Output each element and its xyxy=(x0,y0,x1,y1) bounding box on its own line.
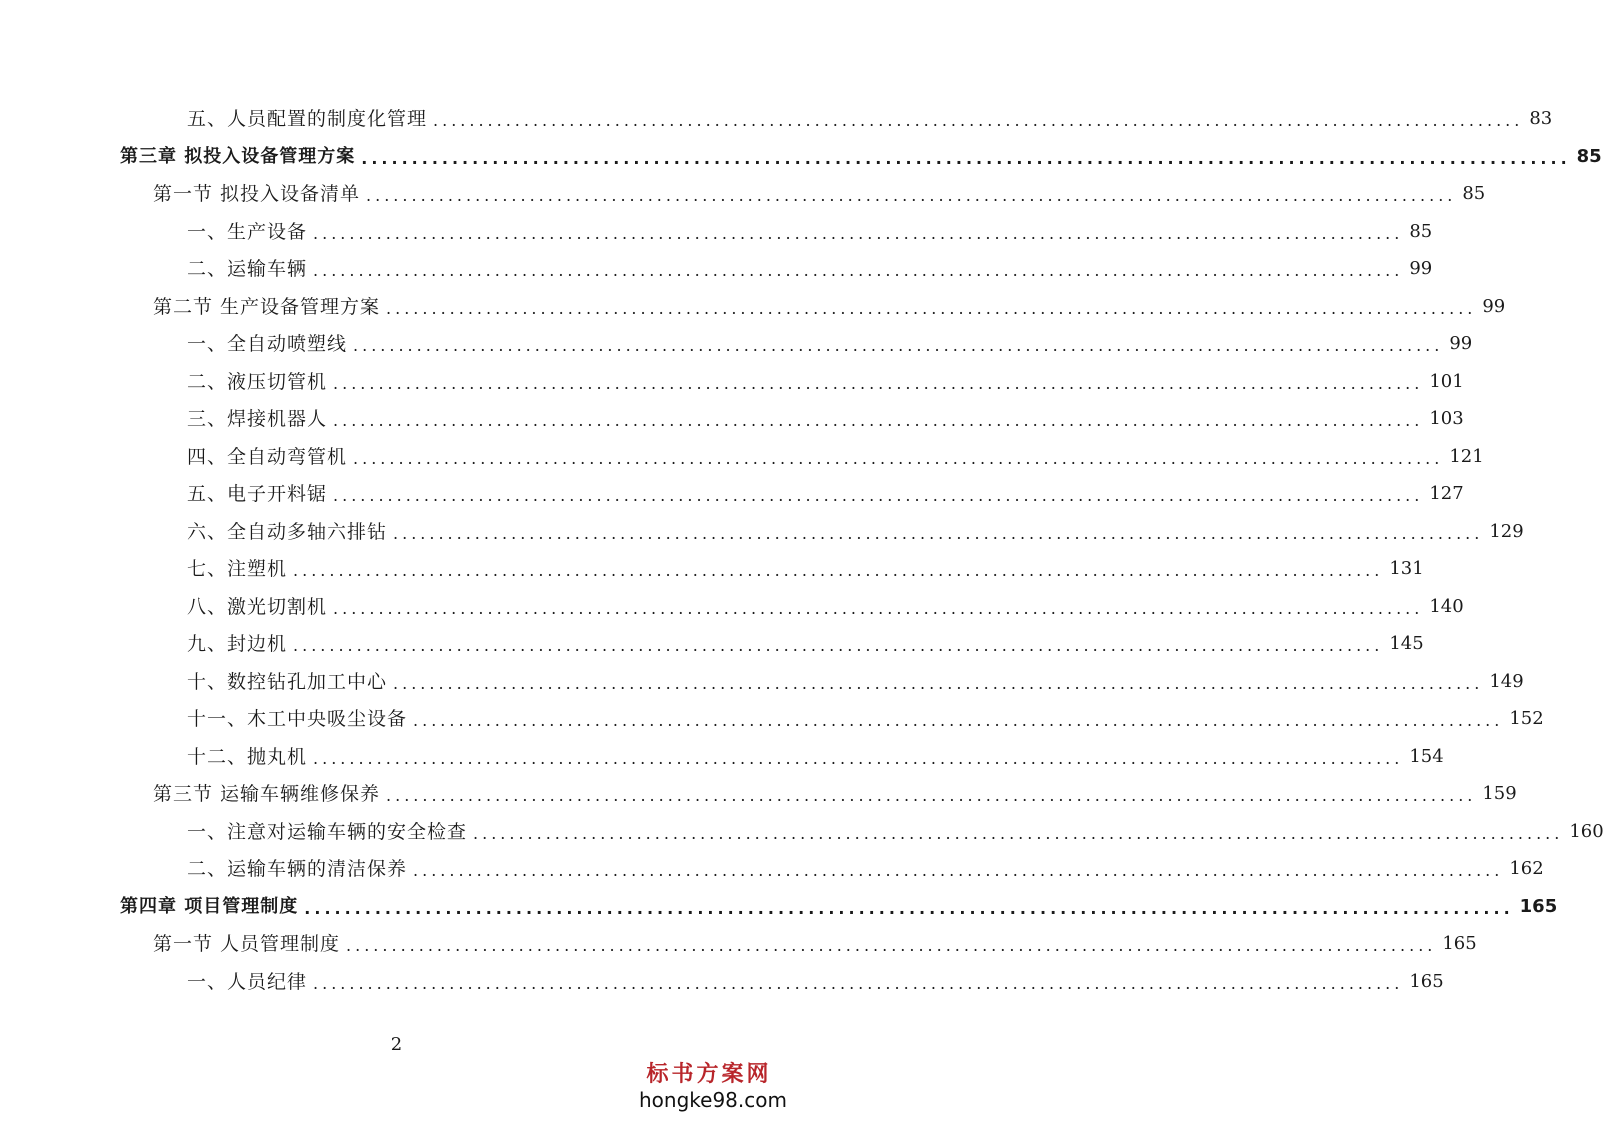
toc-entry[interactable] xyxy=(187,969,1444,995)
toc-entry-page: 140 xyxy=(1429,595,1464,617)
toc-entry-page: 162 xyxy=(1509,858,1544,879)
toc-entry-page: 129 xyxy=(1489,520,1524,542)
toc-entry[interactable] xyxy=(187,331,1473,357)
toc-entry[interactable] xyxy=(187,856,1544,882)
toc-entry-title: 第一节 人员管理制度 xyxy=(153,933,341,955)
toc-leader-dots: ........................................................................................................................ xyxy=(353,448,1444,468)
toc-leader-dots: ........................................................................................................................ xyxy=(313,748,1404,768)
toc-leader-dots: ........................................................................................................................ xyxy=(386,786,1477,805)
toc-leader-dots: ........................................................................................................................ xyxy=(313,973,1404,993)
toc-leader-dots: ........................................................................................................................ xyxy=(313,223,1404,243)
toc-entry[interactable] xyxy=(187,819,1604,845)
toc-entry-page: 83 xyxy=(1529,108,1553,129)
toc-entry-page: 99 xyxy=(1449,333,1473,354)
toc-entry-page: 131 xyxy=(1389,558,1424,579)
toc-entry-page: 159 xyxy=(1482,783,1517,804)
toc-entry[interactable] xyxy=(153,931,1477,957)
toc-entry-title: 九、封边机 xyxy=(187,633,288,655)
toc-entry-page: 145 xyxy=(1389,633,1424,654)
toc-entry-page: 127 xyxy=(1429,483,1464,504)
toc-entry[interactable] xyxy=(187,669,1524,695)
toc-entry[interactable] xyxy=(187,369,1464,395)
toc-entry-title: 八、激光切割机 xyxy=(187,595,328,618)
toc-entry-title: 十二、抛丸机 xyxy=(187,745,308,768)
toc-entry-title: 五、人员配置的制度化管理 xyxy=(187,108,428,130)
toc-leader-dots: ........................................................................................................................ xyxy=(333,373,1424,393)
toc-entry[interactable] xyxy=(153,294,1506,320)
toc-entry-title: 一、人员纪律 xyxy=(187,970,308,993)
toc-entry-title: 十一、木工中央吸尘设备 xyxy=(187,708,408,730)
toc-entry-title: 第一节 拟投入设备清单 xyxy=(153,183,361,205)
toc-entry[interactable] xyxy=(187,219,1433,245)
toc-leader-dots: ........................................................................................................................ xyxy=(413,861,1504,880)
toc-entry-title: 第三章 拟投入设备管理方案 xyxy=(120,145,356,167)
toc-leader-dots: ........................................................................................................................ xyxy=(353,336,1444,355)
toc-entry-title: 十、数控钻孔加工中心 xyxy=(187,670,388,693)
toc-entry-page: 99 xyxy=(1482,295,1506,317)
toc-leader-dots: ........................................................................................................................ xyxy=(293,561,1384,580)
toc-leader-dots: ........................................................................................................................ xyxy=(333,411,1424,430)
toc-entry-page: 152 xyxy=(1509,708,1544,729)
toc-leader-dots: ........................................................................................................................ xyxy=(346,936,1437,955)
toc-entry-page: 165 xyxy=(1409,970,1444,992)
toc-entry-page: 103 xyxy=(1429,408,1464,429)
toc-leader-dots: ........................................................................................................................ xyxy=(293,636,1384,655)
toc-entry-page: 160 xyxy=(1569,820,1604,842)
toc-entry-title: 四、全自动弯管机 xyxy=(187,445,348,468)
toc-entry-page: 101 xyxy=(1429,370,1464,392)
toc-leader-dots: ........................................................................................................................ xyxy=(313,261,1404,280)
toc-entry-title: 第四章 项目管理制度 xyxy=(120,895,299,917)
toc-entry-title: 二、运输车辆的清洁保养 xyxy=(187,858,408,880)
toc-entry-title: 二、液压切管机 xyxy=(187,370,328,393)
page-number: 2 xyxy=(390,1034,403,1055)
toc-leader-dots: ........................................................................................................................ xyxy=(304,898,1514,918)
toc-entry-page: 121 xyxy=(1449,445,1484,467)
toc-entry-page: 85 xyxy=(1462,183,1486,204)
toc-entry[interactable] xyxy=(187,106,1553,132)
toc-entry[interactable] xyxy=(120,144,1602,170)
watermark-en: hongke98.com xyxy=(639,1088,787,1112)
toc-entry[interactable] xyxy=(187,256,1433,282)
toc-entry[interactable] xyxy=(187,631,1424,657)
toc-entry-page: 165 xyxy=(1442,933,1477,954)
toc-entry-title: 五、电子开料锯 xyxy=(187,483,328,505)
toc-leader-dots: ........................................................................................................................ xyxy=(333,486,1424,505)
toc-entry[interactable] xyxy=(187,706,1544,732)
toc-entry-title: 二、运输车辆 xyxy=(187,258,308,280)
toc-entry[interactable] xyxy=(187,444,1484,470)
toc-leader-dots: ........................................................................................................................ xyxy=(393,523,1484,543)
toc-entry[interactable] xyxy=(120,894,1558,920)
toc-entry[interactable] xyxy=(187,406,1464,432)
toc-entry[interactable] xyxy=(187,519,1524,545)
toc-leader-dots: ........................................................................................................................ xyxy=(361,148,1571,168)
toc-entry-page: 165 xyxy=(1519,895,1558,917)
toc-entry-page: 149 xyxy=(1489,670,1524,692)
toc-entry-title: 一、注意对运输车辆的安全检查 xyxy=(187,820,468,843)
toc-entry-page: 154 xyxy=(1409,745,1444,767)
toc-leader-dots: ........................................................................................................................ xyxy=(413,711,1504,730)
toc-entry[interactable] xyxy=(187,744,1444,770)
toc-leader-dots: ........................................................................................................................ xyxy=(333,598,1424,618)
toc-entry[interactable] xyxy=(153,781,1517,807)
toc-entry-title: 第三节 运输车辆维修保养 xyxy=(153,783,381,805)
toc-entry[interactable] xyxy=(187,556,1424,582)
toc-entry-page: 85 xyxy=(1576,145,1602,167)
watermark-logo xyxy=(639,1060,787,1112)
toc-leader-dots: ........................................................................................................................ xyxy=(393,673,1484,693)
toc-entry-title: 一、全自动喷塑线 xyxy=(187,333,348,355)
toc-entry[interactable] xyxy=(187,481,1464,507)
toc-leader-dots: ........................................................................................................................ xyxy=(433,111,1524,130)
watermark-cn: 标书方案网 xyxy=(646,1061,772,1087)
toc-entry[interactable] xyxy=(153,181,1486,207)
toc-entry-title: 一、生产设备 xyxy=(187,220,308,243)
toc-entry-title: 七、注塑机 xyxy=(187,558,288,580)
toc-entry-title: 三、焊接机器人 xyxy=(187,408,328,430)
toc-leader-dots: ........................................................................................................................ xyxy=(366,186,1457,205)
toc-leader-dots: ........................................................................................................................ xyxy=(386,298,1477,318)
toc-entry[interactable] xyxy=(187,594,1464,620)
toc-leader-dots: ........................................................................................................................ xyxy=(473,823,1564,843)
toc-entry-page: 99 xyxy=(1409,258,1433,279)
toc-entry-title: 六、全自动多轴六排钻 xyxy=(187,520,388,543)
toc-entry-title: 第二节 生产设备管理方案 xyxy=(153,295,381,318)
toc-entry-page: 85 xyxy=(1409,220,1433,242)
